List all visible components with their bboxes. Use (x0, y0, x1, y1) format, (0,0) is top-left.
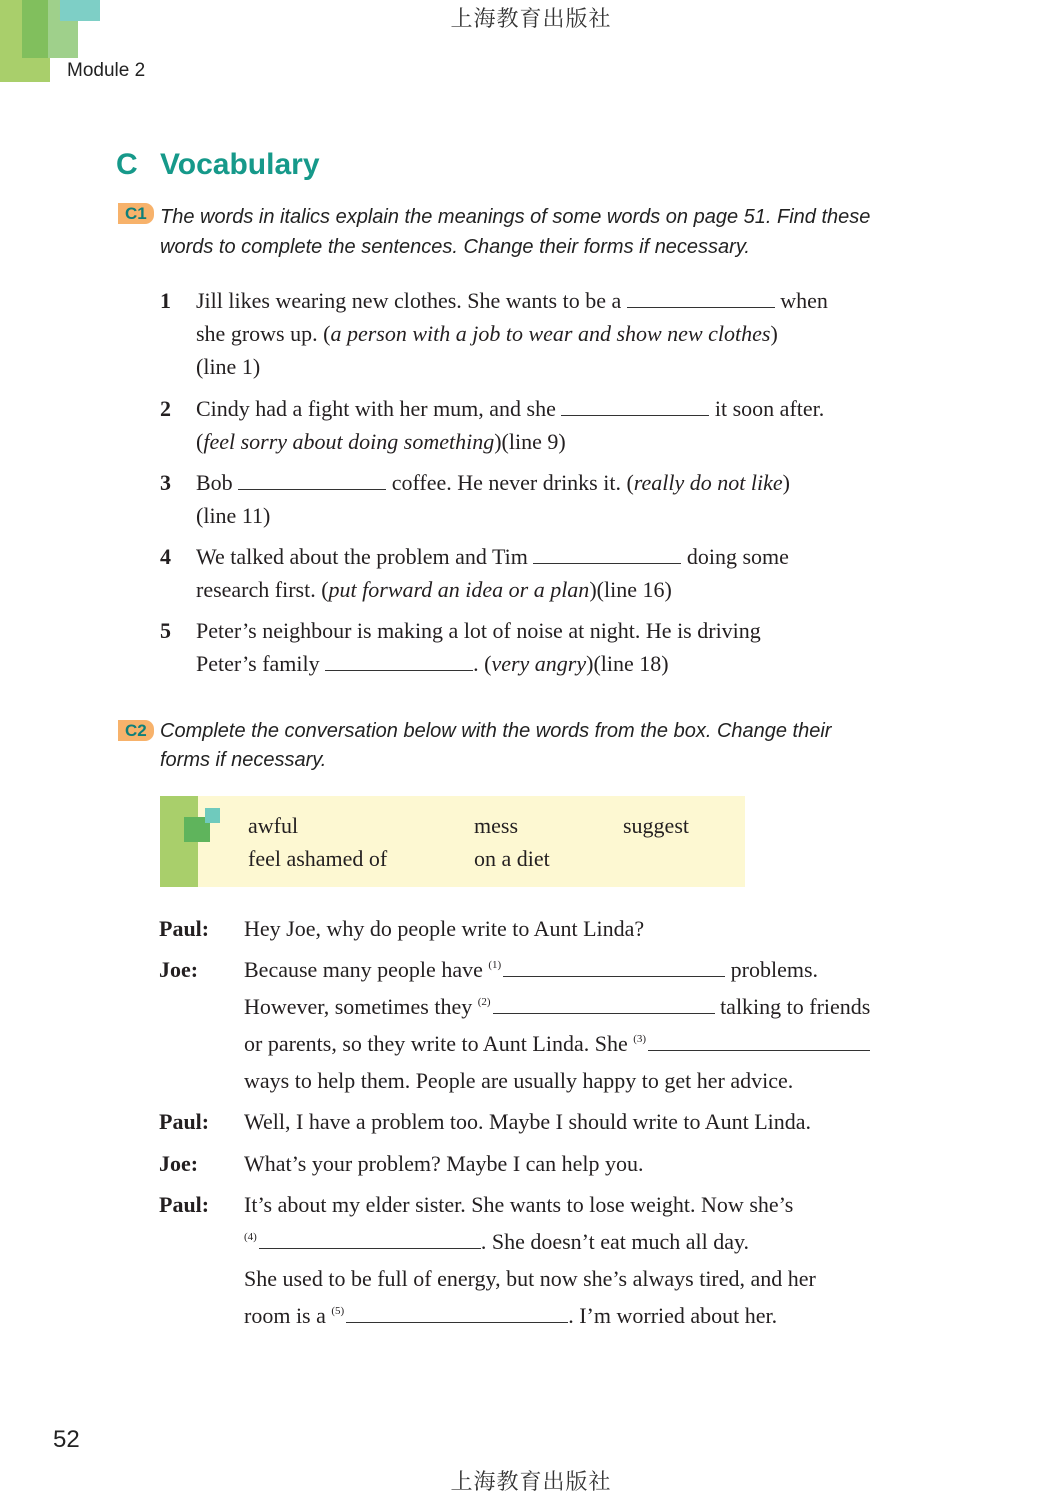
blank-number: (2) (477, 996, 491, 1008)
item-text: )(line 9) (494, 429, 566, 454)
dialogue-text: problems. (730, 957, 819, 982)
c2-instruction (160, 717, 960, 775)
speaker-label: Joe: (159, 957, 199, 982)
item-hint: feel sorry about doing something (203, 429, 495, 454)
section-title (116, 148, 320, 182)
item-text: Cindy had a fight with her mum, and she (196, 396, 556, 421)
exercise-item (160, 466, 960, 532)
dialogue-text: . She doesn’t eat much all day. (480, 1229, 750, 1254)
answer-blank[interactable] (493, 995, 715, 1014)
item-text: ( (196, 429, 204, 454)
dialogue-text: However, sometimes they (244, 994, 473, 1019)
item-text: Peter’s family (196, 651, 320, 676)
item-line-ref: (line 1) (196, 354, 261, 379)
speaker-label: Paul: (159, 1109, 210, 1134)
item-text: ) (770, 321, 778, 346)
item-hint: really do not like (633, 470, 783, 495)
item-hint: put forward an idea or a plan (328, 577, 590, 602)
item-text: when (780, 288, 828, 313)
item-text: Jill likes wearing new clothes. She wants to be a (196, 288, 622, 313)
section-letter: C (116, 148, 138, 181)
answer-blank[interactable] (503, 958, 725, 977)
dialogue-line: It’s about my elder sister. She wants to lose weight. Now she’s (244, 1192, 794, 1217)
answer-blank[interactable] (346, 1304, 568, 1323)
c2-badge-wrap (118, 720, 154, 741)
publisher-header: 上海教育出版社 (450, 6, 612, 31)
c2-badge: C2 (118, 720, 154, 741)
c1-instruction-line: words to complete the sentences. Change their forms if necessary. (160, 236, 750, 258)
dialogue-line (244, 957, 818, 983)
dialogue-line: ways to help them. People are usually happy to get her advice. (244, 1068, 794, 1093)
item-text: Peter’s neighbour is making a lot of noise at night. He is driving (196, 618, 761, 643)
item-text: )(line 16) (589, 577, 672, 602)
publisher-footer: 上海教育出版社 (450, 1469, 612, 1494)
item-text: research first. ( (196, 577, 329, 602)
box-word: suggest (623, 813, 689, 838)
dialogue-line: What’s your problem? Maybe I can help you. (244, 1151, 644, 1176)
item-text: . ( (473, 651, 492, 676)
answer-blank[interactable] (533, 545, 681, 564)
module-label: Module 2 (67, 60, 146, 81)
answer-blank[interactable] (627, 289, 775, 308)
word-box-decoration (205, 808, 220, 823)
dialogue-line: She used to be full of energy, but now she’s always tired, and her (244, 1266, 816, 1291)
dialogue-line (244, 1031, 870, 1057)
item-text: Bob (196, 470, 233, 495)
box-word: mess (474, 813, 518, 838)
item-text: We talked about the problem and Tim (196, 544, 528, 569)
speaker-label: Paul: (159, 916, 210, 941)
item-number: 1 (160, 288, 171, 313)
blank-number: (1) (488, 959, 502, 971)
blank-number: (4) (244, 1231, 257, 1243)
item-text: she grows up. ( (196, 321, 331, 346)
c1-instruction (160, 202, 960, 262)
answer-blank[interactable] (561, 397, 709, 416)
dialogue-text: room is a (244, 1303, 326, 1328)
section-name: Vocabulary (160, 148, 320, 181)
item-text: )(line 18) (586, 651, 669, 676)
item-number: 3 (160, 470, 171, 495)
c1-badge: C1 (118, 203, 154, 224)
dialogue-line: Well, I have a problem too. Maybe I should write to Aunt Linda. (244, 1109, 812, 1134)
box-word: awful (248, 813, 299, 838)
exercise-item (160, 614, 960, 680)
box-word: feel ashamed of (248, 846, 388, 871)
item-line-ref: (line 11) (196, 503, 271, 528)
exercise-item (160, 392, 960, 458)
exercise-item (160, 284, 960, 383)
dialogue-line (244, 1229, 749, 1255)
c1-instruction-line: The words in italics explain the meanings of some words on page 51. Find these (160, 206, 871, 228)
dialogue-text: or parents, so they write to Aunt Linda. She (244, 1031, 628, 1056)
item-number: 4 (160, 544, 171, 569)
box-word: on a diet (474, 846, 550, 871)
answer-blank[interactable] (259, 1230, 481, 1249)
c2-instruction-line: Complete the conversation below with the words from the box. Change their (160, 720, 832, 742)
item-text: it soon after. (714, 396, 825, 421)
dialogue-text: Because many people have (244, 957, 483, 982)
dialogue-text: talking to friends (720, 994, 871, 1019)
speaker-label: Joe: (159, 1151, 199, 1176)
dialogue-line (244, 1303, 777, 1329)
dialogue-line (244, 994, 870, 1020)
item-hint: very angry (491, 651, 587, 676)
speaker-label: Paul: (159, 1192, 210, 1217)
answer-blank[interactable] (238, 471, 386, 490)
item-number: 2 (160, 396, 171, 421)
c1-badge-wrap (118, 203, 154, 224)
item-text: ) (782, 470, 790, 495)
exercise-item (160, 540, 960, 606)
c2-instruction-line: forms if necessary. (160, 749, 327, 771)
item-text: doing some (686, 544, 789, 569)
answer-blank[interactable] (648, 1032, 870, 1051)
page-number: 52 (53, 1426, 80, 1453)
item-number: 5 (160, 618, 171, 643)
dialogue-text: . I’m worried about her. (568, 1303, 778, 1328)
answer-blank[interactable] (325, 652, 473, 671)
blank-number: (5) (331, 1305, 345, 1317)
dialogue-line: Hey Joe, why do people write to Aunt Linda? (244, 916, 645, 941)
item-hint: a person with a job to wear and show new clothes (330, 321, 771, 346)
blank-number: (3) (633, 1033, 647, 1045)
item-text: coffee. He never drinks it. ( (391, 470, 634, 495)
